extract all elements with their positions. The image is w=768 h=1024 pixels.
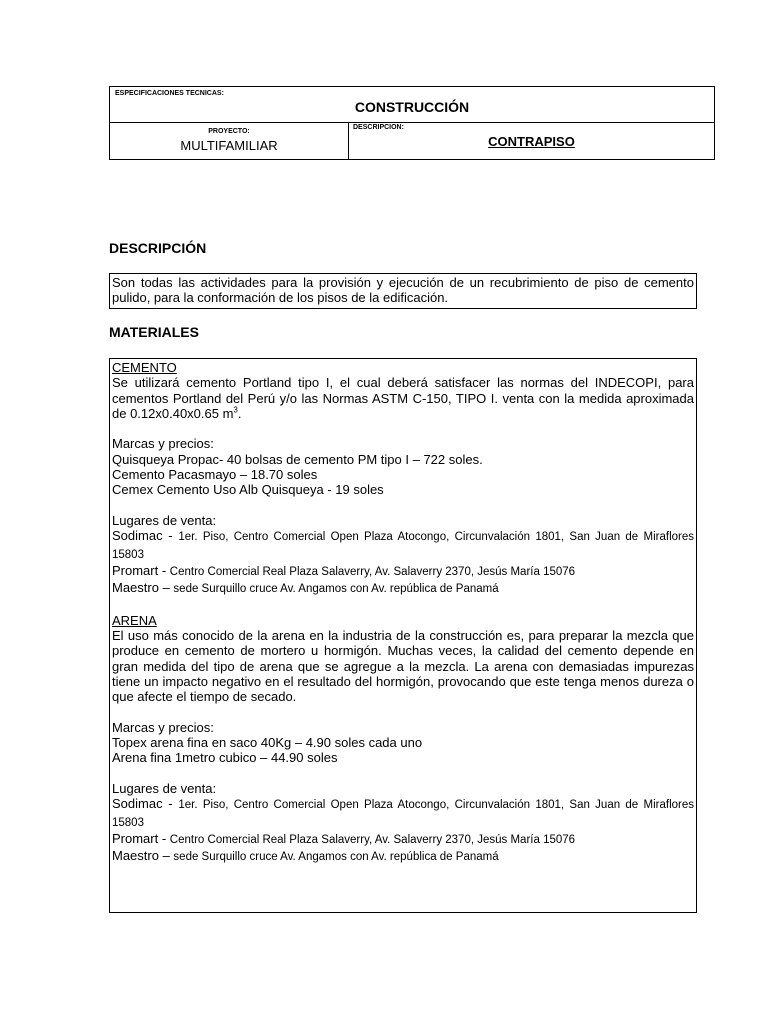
materiales-box (109, 358, 697, 913)
spec-label: ESPECIFICACIONES TECNICAS: (115, 90, 224, 97)
cemento-place-item: Sodimac - 1er. Piso, Centro Comercial Open Plaza Atocongo, Circunvalación 1801, San Juan de Miraflores 15803 (112, 528, 694, 561)
cemento-price-item: Cemento Pacasmayo – 18.70 soles (112, 467, 318, 483)
description-label: DESCRIPCION: (353, 124, 404, 131)
arena-place-item: Sodimac - 1er. Piso, Centro Comercial Open Plaza Atocongo, Circunvalación 1801, San Juan de Miraflores 15803 (112, 796, 694, 829)
cemento-places-label: Lugares de venta: (112, 512, 217, 528)
cemento-price-item: Quisqueya Propac- 40 bolsas de cemento PM tipo I – 722 soles. (112, 451, 483, 467)
arena-place-item: Promart - Centro Comercial Real Plaza Salaverry, Av. Salaverry 2370, Jesús María 15076 (112, 830, 576, 846)
arena-title: ARENA (112, 612, 157, 628)
description-value: CONTRAPISO (488, 134, 575, 149)
spec-header-table (109, 86, 715, 160)
cemento-text: Se utilizará cemento Portland tipo I, el cual deberá satisfacer las normas del INDECOPI, para cementos Portland del Perú y/o las Normas ASTM C-150, TIPO I. venta con la medida aproximada de 0.12x0.40x0.65 $m^3$. (112, 375, 694, 421)
cemento-price-item: Cemex Cemento Uso Alb Quisqueya - 19 soles (112, 482, 384, 498)
spec-header-row (110, 87, 714, 123)
materiales-heading: MATERIALES (109, 324, 199, 340)
arena-prices-label: Marcas y precios: (112, 719, 214, 735)
cemento-prices-label: Marcas y precios: (112, 436, 214, 452)
arena-place-item: Maestro – sede Surquillo cruce Av. Angamos con Av. república de Panamá (112, 848, 499, 864)
cemento-place-item: Promart - Centro Comercial Real Plaza Salaverry, Av. Salaverry 2370, Jesús María 15076 (112, 562, 576, 578)
arena-price-item: Topex arena fina en saco 40Kg – 4.90 soles cada uno (112, 735, 423, 751)
project-cell (110, 122, 349, 159)
description-cell (349, 122, 714, 159)
project-row (110, 122, 714, 159)
spec-title: CONSTRUCCIÓN (354, 99, 470, 115)
project-value: MULTIFAMILIAR (180, 138, 278, 153)
cemento-title: CEMENTO (112, 360, 177, 375)
descripcion-box (109, 273, 697, 309)
descripcion-heading: DESCRIPCIÓN (109, 240, 207, 256)
project-label: PROYECTO: (208, 128, 250, 135)
descripcion-text: Son todas las actividades para la provisión y ejecución de un recubrimiento de piso de cemento pulido, para la conformación de los pisos de la edificación. (112, 275, 694, 306)
arena-price-item: Arena fina 1metro cubico – 44.90 soles (112, 750, 338, 766)
cemento-place-item: Maestro – sede Surquillo cruce Av. Angamos con Av. república de Panamá (112, 580, 499, 596)
arena-places-label: Lugares de venta: (112, 781, 217, 797)
arena-text: El uso más conocido de la arena en la industria de la construcción es, para preparar la mezcla que produce en cemento de mortero u hormigón. Muchas veces, la calidad del cemento depende en gran medida del tipo de arena que se agregue a la mezcla. La arena con demasiadas impurezas tiene un impacto negativo en el resultado del hormigón, provocando que este tenga menos dureza o que afecte el tiempo de secado. (112, 628, 694, 705)
